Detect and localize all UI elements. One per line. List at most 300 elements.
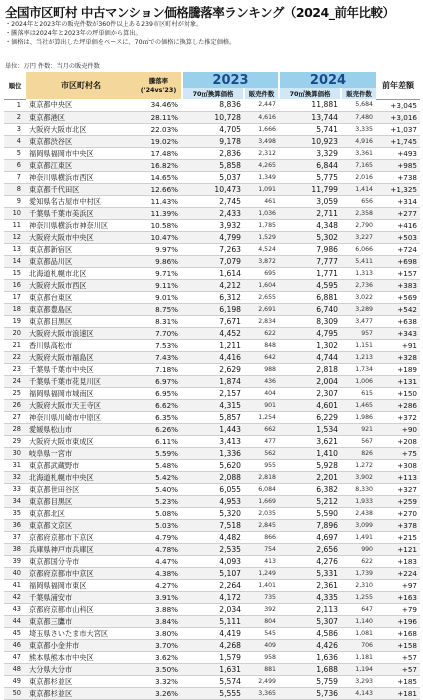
count-2023-cell: 1,036 xyxy=(244,207,279,219)
rank-cell: 28 xyxy=(4,423,26,435)
rank-cell: 47 xyxy=(4,651,26,663)
rank-cell: 13 xyxy=(4,243,26,255)
rank-cell: 42 xyxy=(4,591,26,603)
count-2024-cell: 615 xyxy=(341,387,376,399)
rate-cell: 14.65% xyxy=(136,171,182,183)
ranking-table xyxy=(4,72,420,700)
count-2023-cell: 3,872 xyxy=(244,255,279,267)
count-2023-cell: 3,498 xyxy=(244,135,279,147)
header-rate xyxy=(136,72,182,99)
count-2024-cell: 3,902 xyxy=(341,471,376,483)
rank-cell: 20 xyxy=(4,327,26,339)
city-cell: 京都府京都市山科区 xyxy=(26,603,136,615)
count-2023-cell: 1,666 xyxy=(244,123,279,135)
rank-cell: 26 xyxy=(4,399,26,411)
rate-cell: 9.71% xyxy=(136,267,182,279)
table-row xyxy=(4,135,420,147)
city-cell: 東京都世田谷区 xyxy=(26,483,136,495)
table-row xyxy=(4,543,420,555)
city-cell: 愛媛県松山市 xyxy=(26,423,136,435)
count-2024-cell: 2,016 xyxy=(341,171,376,183)
rank-cell: 10 xyxy=(4,207,26,219)
rate-cell: 6.26% xyxy=(136,423,182,435)
table-row xyxy=(4,363,420,375)
diff-cell: +163 xyxy=(376,591,420,603)
diff-cell: +185 xyxy=(376,675,420,687)
count-2023-cell: 3,365 xyxy=(244,687,279,699)
price-2023-cell: 7,518 xyxy=(182,519,244,531)
rate-cell: 6.62% xyxy=(136,399,182,411)
price-2024-cell: 11,799 xyxy=(279,183,341,195)
price-2023-cell: 8,836 xyxy=(182,99,244,111)
city-cell: 福岡県福岡市城南区 xyxy=(26,387,136,399)
rate-cell: 5.59% xyxy=(136,447,182,459)
diff-cell: +208 xyxy=(376,435,420,447)
price-2023-cell: 5,111 xyxy=(182,615,244,627)
rate-cell: 3.70% xyxy=(136,639,182,651)
price-2023-cell: 2,157 xyxy=(182,387,244,399)
price-2023-cell: 4,268 xyxy=(182,639,244,651)
city-cell: 東京都目黒区 xyxy=(26,315,136,327)
rank-cell: 37 xyxy=(4,531,26,543)
table-row xyxy=(4,99,420,111)
count-2023-cell: 735 xyxy=(244,591,279,603)
price-2023-cell: 6,312 xyxy=(182,291,244,303)
price-2024-cell: 8,309 xyxy=(279,315,341,327)
city-cell: 北海道札幌市北区 xyxy=(26,267,136,279)
rate-cell: 7.53% xyxy=(136,339,182,351)
count-2024-cell: 957 xyxy=(341,327,376,339)
count-2023-cell: 562 xyxy=(244,447,279,459)
rank-cell: 30 xyxy=(4,447,26,459)
price-2024-cell: 4,426 xyxy=(279,639,341,651)
city-cell: 東京都武蔵野市 xyxy=(26,459,136,471)
diff-cell: +738 xyxy=(376,171,420,183)
rate-cell: 3.80% xyxy=(136,627,182,639)
count-2024-cell: 1,986 xyxy=(341,411,376,423)
count-2023-cell: 1,349 xyxy=(244,171,279,183)
table-row xyxy=(4,207,420,219)
rank-cell: 43 xyxy=(4,603,26,615)
price-2024-cell: 3,329 xyxy=(279,147,341,159)
price-2024-cell: 5,302 xyxy=(279,231,341,243)
count-2024-cell: 4,143 xyxy=(341,687,376,699)
count-2023-cell: 4,616 xyxy=(244,111,279,123)
price-2023-cell: 5,037 xyxy=(182,171,244,183)
table-row xyxy=(4,447,420,459)
rate-cell: 7.18% xyxy=(136,363,182,375)
count-2024-cell: 2,310 xyxy=(341,579,376,591)
price-2023-cell: 9,178 xyxy=(182,135,244,147)
count-2024-cell: 826 xyxy=(341,447,376,459)
diff-cell: +224 xyxy=(376,567,420,579)
price-2023-cell: 4,315 xyxy=(182,399,244,411)
diff-cell: +131 xyxy=(376,375,420,387)
count-2023-cell: 1,669 xyxy=(244,495,279,507)
count-2024-cell: 656 xyxy=(341,195,376,207)
count-2024-cell: 1,739 xyxy=(341,567,376,579)
rate-cell: 6.95% xyxy=(136,387,182,399)
table-row xyxy=(4,687,420,699)
price-2024-cell: 7,896 xyxy=(279,519,341,531)
header-price-2023: 70㎡換算価格 xyxy=(182,88,244,99)
price-2024-cell: 2,201 xyxy=(279,471,341,483)
count-2023-cell: 404 xyxy=(244,387,279,399)
price-2024-cell: 6,844 xyxy=(279,159,341,171)
city-cell: 東京都千代田区 xyxy=(26,183,136,195)
price-2023-cell: 1,336 xyxy=(182,447,244,459)
count-2024-cell: 1,734 xyxy=(341,363,376,375)
count-2023-cell: 848 xyxy=(244,339,279,351)
diff-cell: +196 xyxy=(376,615,420,627)
rank-cell: 27 xyxy=(4,411,26,423)
table-row xyxy=(4,459,420,471)
table-row xyxy=(4,195,420,207)
city-cell: 北海道札幌市中央区 xyxy=(26,471,136,483)
diff-cell: +308 xyxy=(376,459,420,471)
header-rate-sub: ('24vs'23) xyxy=(140,86,177,94)
city-cell: 東京都国分寺市 xyxy=(26,555,136,567)
price-2023-cell: 5,858 xyxy=(182,159,244,171)
page-title: 全国市区町村 中古マンション価格騰落率ランキング（2024_前年比較） xyxy=(5,5,395,20)
rank-cell: 24 xyxy=(4,375,26,387)
rate-cell: 4.27% xyxy=(136,579,182,591)
diff-cell: +1,745 xyxy=(376,135,420,147)
table-row xyxy=(4,123,420,135)
count-2024-cell: 706 xyxy=(341,639,376,651)
table-row xyxy=(4,231,420,243)
rate-cell: 8.75% xyxy=(136,303,182,315)
price-2024-cell: 6,881 xyxy=(279,291,341,303)
city-cell: 東京都台東区 xyxy=(26,291,136,303)
count-2024-cell: 3,335 xyxy=(341,123,376,135)
city-cell: 東京都豊島区 xyxy=(26,303,136,315)
price-2024-cell: 5,741 xyxy=(279,123,341,135)
table-row xyxy=(4,315,420,327)
header-diff: 前年差額 xyxy=(376,72,420,99)
rank-cell: 18 xyxy=(4,303,26,315)
count-2024-cell: 2,790 xyxy=(341,219,376,231)
rate-cell: 12.66% xyxy=(136,183,182,195)
diff-cell: +3,016 xyxy=(376,111,420,123)
count-2023-cell: 2,834 xyxy=(244,315,279,327)
rank-cell: 39 xyxy=(4,555,26,567)
header-count-2024: 販売件数 xyxy=(341,88,376,99)
count-2024-cell: 1,006 xyxy=(341,375,376,387)
rank-cell: 21 xyxy=(4,339,26,351)
price-2023-cell: 4,705 xyxy=(182,123,244,135)
rate-cell: 16.82% xyxy=(136,159,182,171)
city-cell: 熊本県熊本市中央区 xyxy=(26,651,136,663)
count-2023-cell: 413 xyxy=(244,555,279,567)
price-2024-cell: 1,636 xyxy=(279,651,341,663)
table-row xyxy=(4,291,420,303)
count-2023-cell: 866 xyxy=(244,531,279,543)
count-2023-cell: 754 xyxy=(244,543,279,555)
city-cell: 東京都杉並区 xyxy=(26,675,136,687)
rate-cell: 9.86% xyxy=(136,255,182,267)
price-2023-cell: 2,264 xyxy=(182,579,244,591)
price-2024-cell: 7,986 xyxy=(279,243,341,255)
table-row xyxy=(4,279,420,291)
price-2024-cell: 4,586 xyxy=(279,627,341,639)
price-2024-cell: 4,595 xyxy=(279,279,341,291)
count-2024-cell: 7,480 xyxy=(341,111,376,123)
rate-cell: 3.91% xyxy=(136,591,182,603)
count-2024-cell: 567 xyxy=(341,435,376,447)
count-2024-cell: 1,313 xyxy=(341,267,376,279)
price-2024-cell: 6,382 xyxy=(279,483,341,495)
diff-cell: +569 xyxy=(376,291,420,303)
price-2023-cell: 2,535 xyxy=(182,543,244,555)
diff-cell: +1,325 xyxy=(376,183,420,195)
price-2024-cell: 4,348 xyxy=(279,219,341,231)
price-2023-cell: 10,473 xyxy=(182,183,244,195)
rate-cell: 5.08% xyxy=(136,507,182,519)
city-cell: 東京都渋谷区 xyxy=(26,135,136,147)
count-2024-cell: 1,181 xyxy=(341,651,376,663)
diff-cell: +183 xyxy=(376,555,420,567)
count-2024-cell: 1,151 xyxy=(341,339,376,351)
city-cell: 東京都中央区 xyxy=(26,99,136,111)
count-2023-cell: 662 xyxy=(244,423,279,435)
city-cell: 東京都文京区 xyxy=(26,519,136,531)
table-row xyxy=(4,171,420,183)
city-cell: 東京都三鷹市 xyxy=(26,615,136,627)
rank-cell: 7 xyxy=(4,171,26,183)
city-cell: 京都府京都市中京区 xyxy=(26,567,136,579)
count-2023-cell: 4,524 xyxy=(244,243,279,255)
table-row xyxy=(4,411,420,423)
price-2024-cell: 3,621 xyxy=(279,435,341,447)
rank-cell: 17 xyxy=(4,291,26,303)
count-2024-cell: 3,361 xyxy=(341,147,376,159)
diff-cell: +57 xyxy=(376,651,420,663)
count-2024-cell: 921 xyxy=(341,423,376,435)
diff-cell: +985 xyxy=(376,159,420,171)
count-2023-cell: 436 xyxy=(244,375,279,387)
note-line: ・価格は、当社が算出した坪単価をベースに、70㎡での価格に換算した推定価格。 xyxy=(5,39,236,47)
diff-cell: +150 xyxy=(376,387,420,399)
table-row xyxy=(4,651,420,663)
diff-cell: +724 xyxy=(376,243,420,255)
price-2024-cell: 2,711 xyxy=(279,207,341,219)
price-2023-cell: 7,079 xyxy=(182,255,244,267)
rate-cell: 4.38% xyxy=(136,567,182,579)
price-2023-cell: 4,953 xyxy=(182,495,244,507)
diff-cell: +343 xyxy=(376,327,420,339)
count-2023-cell: 2,035 xyxy=(244,507,279,519)
table-row xyxy=(4,399,420,411)
count-2023-cell: 461 xyxy=(244,195,279,207)
table-row xyxy=(4,555,420,567)
header-year-2023: 2023 xyxy=(182,72,279,88)
price-2024-cell: 10,923 xyxy=(279,135,341,147)
table-row xyxy=(4,567,420,579)
city-cell: 大阪府大阪市浪速区 xyxy=(26,327,136,339)
count-2024-cell: 3,289 xyxy=(341,303,376,315)
price-2023-cell: 1,443 xyxy=(182,423,244,435)
price-2024-cell: 1,302 xyxy=(279,339,341,351)
price-2023-cell: 4,452 xyxy=(182,327,244,339)
count-2024-cell: 647 xyxy=(341,603,376,615)
city-cell: 東京都北区 xyxy=(26,507,136,519)
diff-cell: +121 xyxy=(376,543,420,555)
price-2023-cell: 4,093 xyxy=(182,555,244,567)
diff-cell: +215 xyxy=(376,531,420,543)
count-2024-cell: 990 xyxy=(341,543,376,555)
header-rate-label: 騰落率 xyxy=(148,77,169,85)
rank-cell: 23 xyxy=(4,363,26,375)
diff-cell: +189 xyxy=(376,363,420,375)
rank-cell: 33 xyxy=(4,483,26,495)
price-2023-cell: 4,172 xyxy=(182,591,244,603)
city-cell: 東京都杉並区 xyxy=(26,687,136,699)
rank-cell: 41 xyxy=(4,579,26,591)
rate-cell: 19.02% xyxy=(136,135,182,147)
diff-cell: +493 xyxy=(376,147,420,159)
price-2024-cell: 5,331 xyxy=(279,567,341,579)
unit-note: 単位：万円 件数：当月の販売件数 xyxy=(5,63,100,70)
price-2024-cell: 7,777 xyxy=(279,255,341,267)
table-row xyxy=(4,627,420,639)
rate-cell: 9.01% xyxy=(136,291,182,303)
price-2024-cell: 2,361 xyxy=(279,579,341,591)
count-2024-cell: 622 xyxy=(341,555,376,567)
rank-cell: 35 xyxy=(4,507,26,519)
price-2023-cell: 3,413 xyxy=(182,435,244,447)
diff-cell: +113 xyxy=(376,471,420,483)
rank-cell: 36 xyxy=(4,519,26,531)
price-2023-cell: 4,482 xyxy=(182,531,244,543)
rank-cell: 19 xyxy=(4,315,26,327)
price-2023-cell: 1,631 xyxy=(182,663,244,675)
table-row xyxy=(4,519,420,531)
count-2023-cell: 2,499 xyxy=(244,675,279,687)
city-cell: 東京都目黒区 xyxy=(26,495,136,507)
rank-cell: 40 xyxy=(4,567,26,579)
count-2024-cell: 4,916 xyxy=(341,135,376,147)
rank-cell: 46 xyxy=(4,639,26,651)
rank-cell: 44 xyxy=(4,615,26,627)
diff-cell: +277 xyxy=(376,207,420,219)
count-2023-cell: 955 xyxy=(244,459,279,471)
count-2024-cell: 5,411 xyxy=(341,255,376,267)
rank-cell: 16 xyxy=(4,279,26,291)
count-2023-cell: 545 xyxy=(244,627,279,639)
count-2023-cell: 1,091 xyxy=(244,183,279,195)
diff-cell: +314 xyxy=(376,195,420,207)
rank-cell: 49 xyxy=(4,675,26,687)
rank-cell: 8 xyxy=(4,183,26,195)
rank-cell: 45 xyxy=(4,627,26,639)
price-2023-cell: 3,932 xyxy=(182,219,244,231)
price-2024-cell: 4,276 xyxy=(279,555,341,567)
rate-cell: 3.62% xyxy=(136,651,182,663)
rate-cell: 9.97% xyxy=(136,243,182,255)
table-body xyxy=(4,99,420,699)
rate-cell: 17.48% xyxy=(136,147,182,159)
diff-cell: +327 xyxy=(376,483,420,495)
count-2024-cell: 3,099 xyxy=(341,519,376,531)
price-2024-cell: 11,881 xyxy=(279,99,341,111)
city-cell: 福岡県福岡市中央区 xyxy=(26,147,136,159)
city-cell: 香川県高松市 xyxy=(26,339,136,351)
count-2023-cell: 1,249 xyxy=(244,567,279,579)
header-city: 市区町村名 xyxy=(26,72,136,99)
city-cell: 東京都新宿区 xyxy=(26,243,136,255)
rate-cell: 6.35% xyxy=(136,411,182,423)
rate-cell: 4.78% xyxy=(136,543,182,555)
count-2023-cell: 2,312 xyxy=(244,147,279,159)
city-cell: 東京都品川区 xyxy=(26,255,136,267)
header-rank: 順位 xyxy=(4,72,26,99)
diff-cell: +286 xyxy=(376,399,420,411)
rank-cell: 6 xyxy=(4,159,26,171)
rank-cell: 25 xyxy=(4,387,26,399)
rank-cell: 34 xyxy=(4,495,26,507)
price-2023-cell: 1,579 xyxy=(182,651,244,663)
count-2024-cell: 1,255 xyxy=(341,591,376,603)
price-2024-cell: 4,601 xyxy=(279,399,341,411)
table-row xyxy=(4,327,420,339)
rank-cell: 31 xyxy=(4,459,26,471)
count-2024-cell: 7,165 xyxy=(341,159,376,171)
header-count-2023: 販売件数 xyxy=(244,88,279,99)
price-2023-cell: 5,320 xyxy=(182,507,244,519)
price-2023-cell: 1,614 xyxy=(182,267,244,279)
count-2023-cell: 901 xyxy=(244,399,279,411)
table-row xyxy=(4,267,420,279)
diff-cell: +416 xyxy=(376,219,420,231)
table-row xyxy=(4,663,420,675)
header-price-2024: 70㎡換算価格 xyxy=(279,88,341,99)
price-2023-cell: 2,433 xyxy=(182,207,244,219)
rank-cell: 4 xyxy=(4,135,26,147)
count-2024-cell: 1,414 xyxy=(341,183,376,195)
count-2023-cell: 695 xyxy=(244,267,279,279)
price-2024-cell: 5,775 xyxy=(279,171,341,183)
count-2024-cell: 2,358 xyxy=(341,207,376,219)
table-row xyxy=(4,507,420,519)
rank-cell: 2 xyxy=(4,111,26,123)
count-2023-cell: 881 xyxy=(244,663,279,675)
price-2023-cell: 6,198 xyxy=(182,303,244,315)
rate-cell: 5.40% xyxy=(136,483,182,495)
diff-cell: +90 xyxy=(376,423,420,435)
table-row xyxy=(4,375,420,387)
rank-cell: 15 xyxy=(4,267,26,279)
rate-cell: 3.32% xyxy=(136,675,182,687)
count-2023-cell: 2,655 xyxy=(244,291,279,303)
price-2023-cell: 2,745 xyxy=(182,195,244,207)
price-2024-cell: 5,928 xyxy=(279,459,341,471)
price-2023-cell: 4,419 xyxy=(182,627,244,639)
count-2023-cell: 622 xyxy=(244,327,279,339)
diff-cell: +383 xyxy=(376,279,420,291)
count-2024-cell: 1,194 xyxy=(341,663,376,675)
city-cell: 神奈川県川崎市中原区 xyxy=(26,411,136,423)
count-2024-cell: 2,438 xyxy=(341,507,376,519)
rate-cell: 5.23% xyxy=(136,495,182,507)
rate-cell: 11.39% xyxy=(136,207,182,219)
count-2023-cell: 988 xyxy=(244,363,279,375)
note-line: ・2024年と2023年の販売件数が360件以上ある239市区町村が対象。 xyxy=(5,21,203,28)
rank-cell: 1 xyxy=(4,99,26,111)
table-row xyxy=(4,303,420,315)
count-2024-cell: 1,213 xyxy=(341,351,376,363)
table-row xyxy=(4,423,420,435)
